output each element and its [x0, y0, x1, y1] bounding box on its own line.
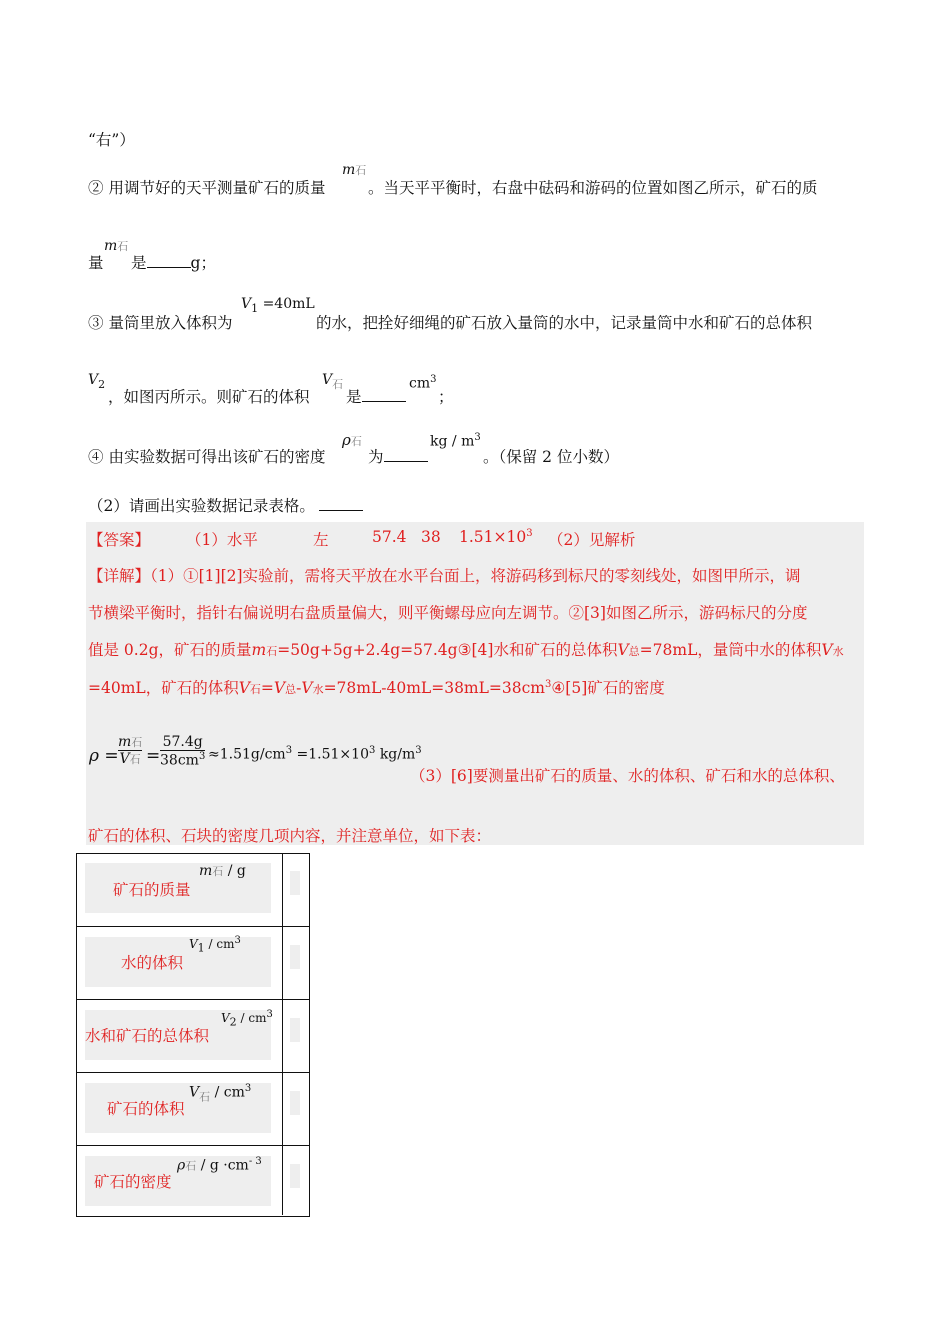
answer-blank[interactable] [147, 267, 191, 268]
answer-blank[interactable] [384, 461, 428, 462]
question-text: 是 g； [131, 254, 216, 272]
detail-line-1: 【详解】（1）①[1][2]实验前，需将天平放在水平台面上，将游码移到标尺的零刻线处，如图甲所示，调 [88, 567, 801, 585]
answer-6: （2）见解析 [548, 531, 636, 549]
question-text: 的水，把拴好细绳的矿石放入量筒的水中，记录量筒中水和矿石的总体积 [316, 314, 813, 332]
detail-tag: 【详解】 [88, 567, 151, 585]
row-label: 水和矿石的总体积 [85, 1027, 210, 1045]
answer-line [88, 528, 150, 550]
answer-2: 左 [313, 531, 329, 549]
question-3-line1: ③ 量筒里放入体积为 [88, 314, 233, 332]
answer-5: $1.51\times 10^3$ [459, 528, 533, 547]
table-row: 矿石的密度 ρ石 / $g \cdot cm^{- 3}$ [77, 1145, 309, 1218]
table-row: 矿石的体积 $V_石 / cm^3$ [77, 1072, 309, 1145]
detail-line-4: =40mL，矿石的体积V石=V总-V水$=78mL-40mL=38mL=38cm^3④[5]$矿石的密度 [88, 678, 665, 697]
table-cell [290, 1164, 300, 1188]
semicolon: ； [438, 388, 454, 406]
detail-line-5: （3）[6]要测量出矿石的质量、水的体积、矿石和水的总体积、 [410, 767, 845, 785]
symbol-v1: $V_1 =40mL$ [241, 296, 315, 315]
question-2-line1 [88, 176, 325, 198]
detail-line-3: 值是 0.2g，矿石的质量m石=50g+5g+2.4g=57.4g③[4]水和矿石的总体积V总=78mL，量筒中水的体积V水 [88, 641, 844, 659]
question-text: 。当天平平衡时，右盘中砝码和游码的位置如图乙所示，矿石的质 [368, 179, 818, 197]
row-label: 矿石的体积 [107, 1100, 185, 1118]
formula-result: $\approx 1.51g/cm^3 =1.51\times 10^3$ $kg/m^3$ [208, 745, 422, 763]
detail-line-2: 节横梁平衡时，指针右偏说明右盘质量偏大，则平衡螺母应向左调节。②[3]如图乙所示，游码标尺的分度 [88, 604, 808, 622]
row-label: 水的体积 [121, 954, 184, 972]
question-2-line2: 量 [88, 254, 104, 272]
table-row: 矿石的质量 m石 / g [77, 853, 309, 925]
symbol-v2: $V_2$ [88, 372, 106, 391]
question-text: 是 [346, 385, 406, 407]
fraction-1: m石 V石 [118, 734, 143, 767]
question-text: 为 [368, 445, 428, 467]
table-cell [290, 945, 300, 969]
table-cell [290, 871, 300, 895]
question-text: ，如图丙所示。则矿石的体积 [108, 388, 310, 406]
table-cell [290, 1091, 300, 1115]
symbol-rho: ρ石 [342, 431, 362, 449]
answer-3: 57.4 [372, 528, 407, 546]
circled-marker: ② [88, 179, 104, 197]
answer-blank[interactable] [319, 510, 363, 511]
row-label: 矿石的质量 [113, 881, 191, 899]
answer-tag: 【答案】 [88, 531, 151, 549]
detail-line-6: 矿石的体积、石块的密度几项内容，并注意单位，如下表： [88, 827, 492, 845]
unit-kg-m3: kg / $m^3$ [430, 432, 481, 450]
unit-cm3: $cm^3$ [409, 374, 437, 392]
question-text: 用调节好的天平测量矿石的质量 [108, 179, 326, 197]
answer-1: （1）水平 [186, 531, 258, 549]
answer-4: 38 [421, 528, 441, 546]
table-row: 水和矿石的总体积 $V2 / cm^3$ [77, 999, 309, 1072]
row-label: 矿石的密度 [94, 1173, 172, 1191]
text-line: “右”） [88, 131, 135, 149]
fraction-2: 57.4g $38cm^3$ [160, 734, 206, 769]
symbol-m: m石 [104, 238, 129, 254]
answer-blank[interactable] [362, 401, 406, 402]
symbol-m: m石 [342, 162, 367, 178]
symbol-v-shi: $V_石$ [322, 372, 344, 391]
formula-rho: ρ = [89, 746, 119, 766]
table-row: 水的体积 $V1 / cm^3$ [77, 926, 309, 999]
question-text: 。（保留 2 位小数） [483, 448, 619, 466]
part-2-question: （2）请画出实验数据记录表格。 [88, 494, 363, 516]
question-4-line: ④ 由实验数据可得出该矿石的密度 [88, 448, 326, 466]
table-cell [290, 1018, 300, 1042]
formula-eq: = [146, 746, 161, 766]
